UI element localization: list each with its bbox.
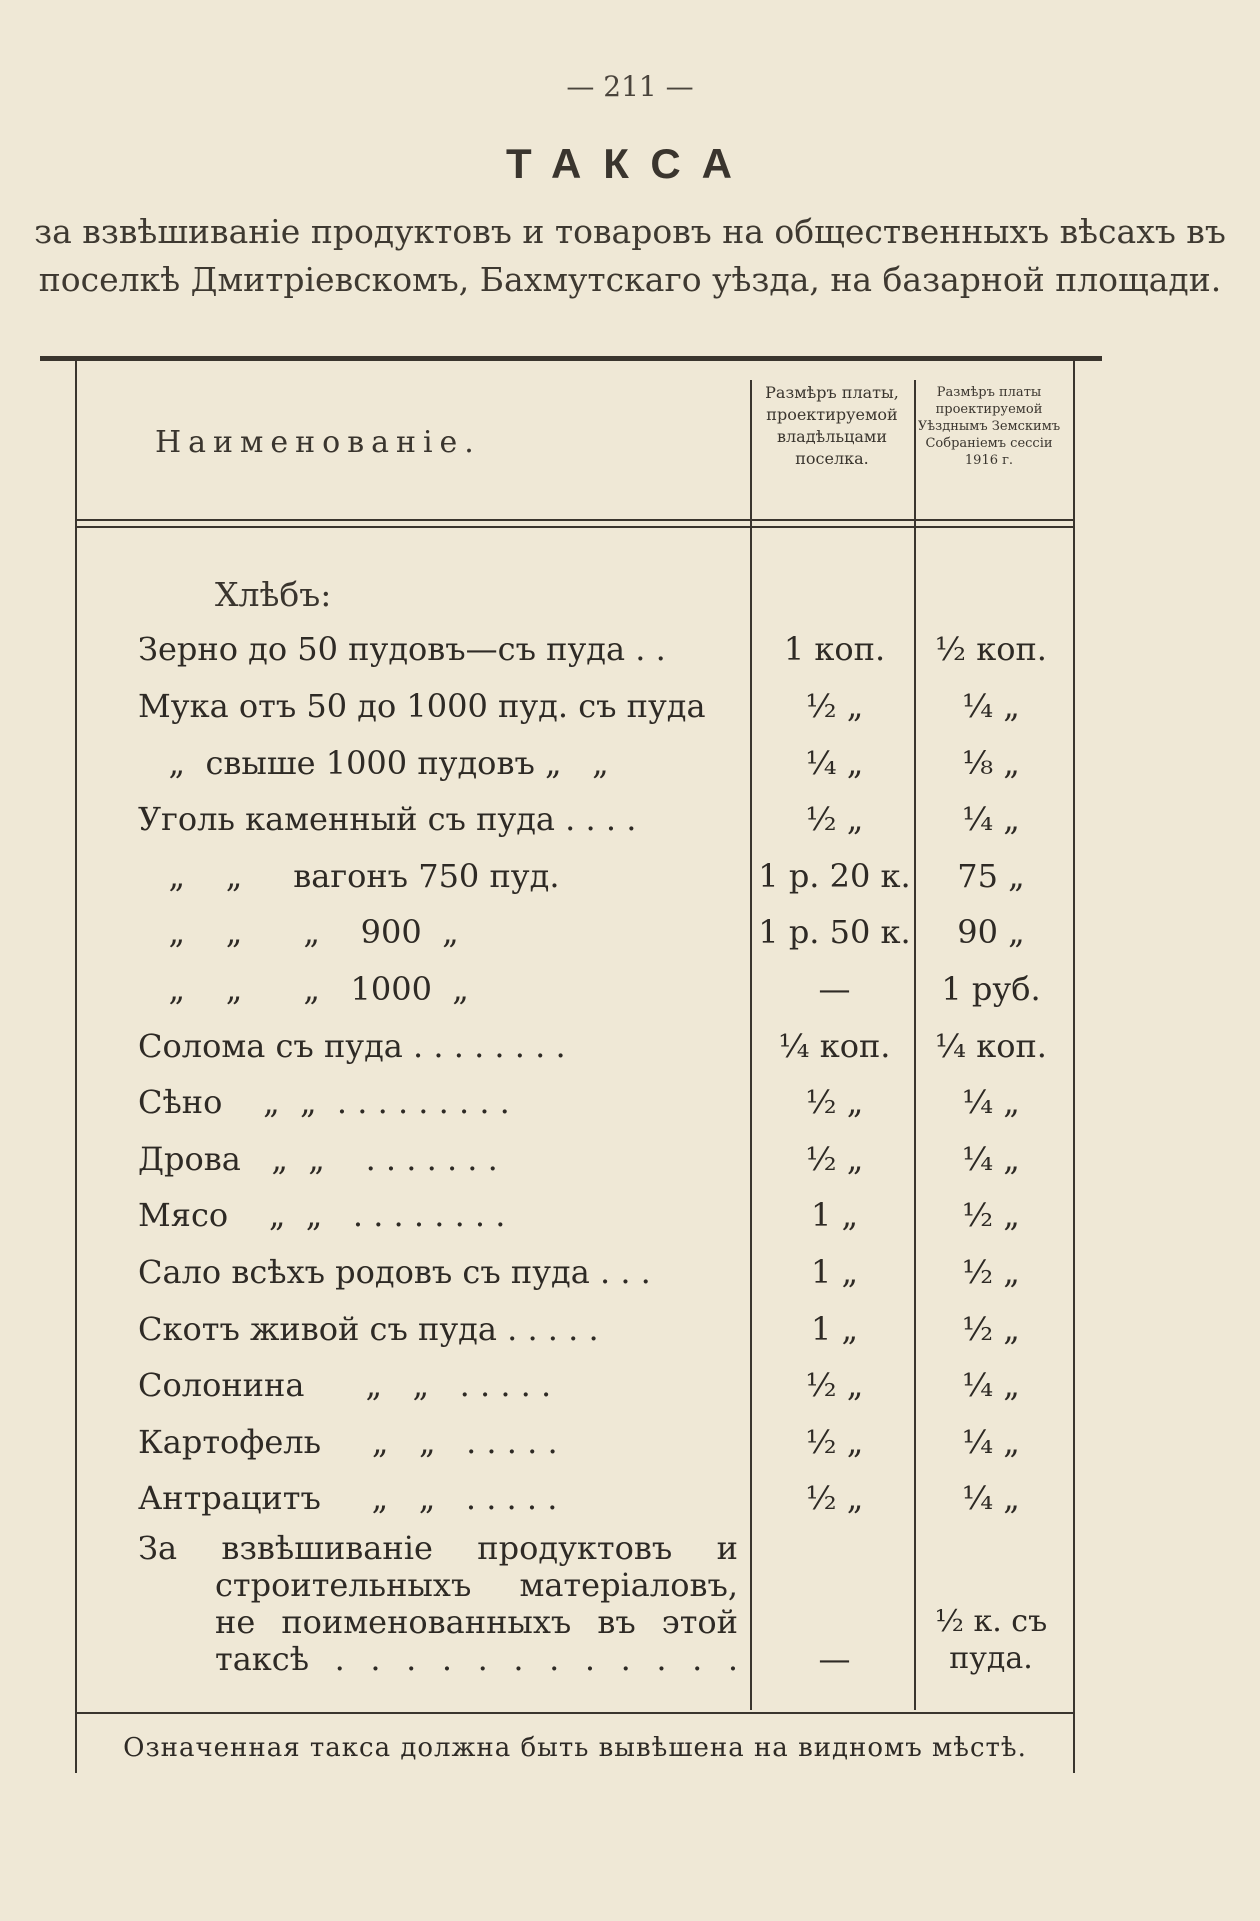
- row-assembly-rate: ⅛ „: [962, 744, 1020, 782]
- row-name: Мука отъ 50 до 1000 пуд. съ пуда: [138, 687, 706, 725]
- row-assembly-rate: ¼ „: [962, 800, 1020, 838]
- header-rule-top: [75, 519, 1073, 521]
- table-row: [0, 1027, 1260, 1073]
- row-name: Уголь каменный съ пуда . . . .: [138, 800, 637, 838]
- row-assembly-rate: ½ коп.: [935, 630, 1047, 668]
- page-number: — 211 —: [566, 70, 694, 103]
- row-name: Солома съ пуда . . . . . . . .: [138, 1027, 566, 1065]
- row-owners-rate: 1 коп.: [783, 630, 886, 668]
- row-owners-rate: ¼ коп.: [778, 1027, 891, 1065]
- row-owners-rate: —: [818, 970, 851, 1008]
- last-row-line: не поименованныхъ въ этой: [215, 1603, 738, 1641]
- row-owners-rate: ½ „: [805, 1479, 864, 1517]
- table-row: [0, 1423, 1260, 1469]
- row-name: Картофель „ „ . . . . .: [138, 1423, 558, 1461]
- section-heading: Хлѣбъ:: [215, 575, 332, 614]
- row-owners-rate: ½ „: [805, 1083, 864, 1121]
- last-row-line: таксѣ . . . . . . . . . . . .: [215, 1640, 738, 1678]
- row-assembly-rate: ¼ „: [962, 1083, 1020, 1121]
- row-owners-rate: 1 р. 20 к.: [758, 857, 911, 895]
- last-row-assembly-line: пуда.: [949, 1641, 1033, 1676]
- row-name: Сало всѣхъ родовъ съ пуда . . .: [138, 1253, 651, 1291]
- row-name: Сѣно „ „ . . . . . . . . .: [138, 1083, 510, 1121]
- page-subtitle: за взвѣшиваніе продуктовъ и товаровъ на общественныхъ вѣсахъ въ поселкѣ Дмитріевскомъ, Бахмутскаго уѣзда, на базарной площади.: [34, 212, 1226, 299]
- last-row-assembly-rate: [915, 1603, 1067, 1677]
- row-assembly-rate: ¼ „: [962, 687, 1020, 725]
- row-owners-rate: ½ „: [805, 687, 864, 725]
- row-owners-rate: ½ „: [805, 1423, 864, 1461]
- row-owners-rate: 1 „: [810, 1253, 859, 1291]
- table-row: [0, 857, 1260, 903]
- row-name: Антрацитъ „ „ . . . . .: [138, 1479, 558, 1517]
- footer-note: Означенная такса должна быть вывѣшена на видномъ мѣстѣ.: [123, 1733, 1027, 1763]
- last-row-line: строительныхъ матеріаловъ,: [215, 1566, 738, 1604]
- last-row-owners-rate: —: [818, 1640, 851, 1678]
- header-col-owners: Размѣръ платы, проектируемой владѣльцами поселка.: [765, 383, 899, 468]
- row-owners-rate: 1 „: [810, 1310, 859, 1348]
- row-name: „ „ „ 1000 „: [138, 970, 469, 1008]
- header-col-assembly: Размѣръ платы проектируемой Уѣзднымъ Земскимъ Собраніемъ сессіи 1916 г.: [917, 385, 1061, 468]
- row-name: Солонина „ „ . . . . .: [138, 1366, 552, 1404]
- last-row-name: [138, 1530, 738, 1678]
- table-row: [0, 1479, 1260, 1525]
- row-assembly-rate: ¼ „: [962, 1479, 1020, 1517]
- row-name: „ „ „ 900 „: [138, 913, 459, 951]
- last-row-assembly-line: ½ к. съ: [934, 1604, 1048, 1639]
- table-row: [0, 970, 1260, 1016]
- row-name: Дрова „ „ . . . . . . .: [138, 1140, 498, 1178]
- table-row: [0, 1310, 1260, 1356]
- row-owners-rate: ¼ „: [805, 744, 864, 782]
- page-title: ТАКСА: [505, 140, 755, 187]
- table-row: [0, 1140, 1260, 1186]
- row-assembly-rate: ¼ „: [962, 1366, 1020, 1404]
- row-owners-rate: 1 р. 50 к.: [758, 913, 911, 951]
- table-row: [0, 800, 1260, 846]
- row-assembly-rate: 90 „: [957, 913, 1025, 951]
- row-name: „ „ вагонъ 750 пуд.: [138, 857, 560, 895]
- header-name: Наименованіе.: [155, 425, 481, 460]
- row-owners-rate: 1 „: [810, 1196, 859, 1234]
- table-row: [0, 687, 1260, 733]
- row-assembly-rate: ½ „: [962, 1310, 1020, 1348]
- row-name: „ свыше 1000 пудовъ „ „: [138, 744, 609, 782]
- last-row-line: За взвѣшиваніе продуктовъ и: [138, 1529, 738, 1567]
- row-assembly-rate: ½ „: [962, 1196, 1020, 1234]
- row-assembly-rate: ¼ коп.: [935, 1027, 1047, 1065]
- table-row: [0, 744, 1260, 790]
- row-assembly-rate: 75 „: [957, 857, 1025, 895]
- row-name: Мясо „ „ . . . . . . . .: [138, 1196, 506, 1234]
- table-row: [0, 1366, 1260, 1412]
- row-name: Зерно до 50 пудовъ—съ пуда . .: [138, 630, 666, 668]
- footer-rule: [75, 1712, 1073, 1714]
- row-owners-rate: ½ „: [805, 1140, 864, 1178]
- table-row: [0, 1083, 1260, 1129]
- row-owners-rate: ½ „: [805, 800, 864, 838]
- row-name: Скотъ живой съ пуда . . . . .: [138, 1310, 599, 1348]
- table-row: [0, 630, 1260, 676]
- table-row: [0, 1196, 1260, 1242]
- row-owners-rate: ½ „: [805, 1366, 864, 1404]
- row-assembly-rate: 1 руб.: [941, 970, 1041, 1008]
- row-assembly-rate: ¼ „: [962, 1140, 1020, 1178]
- row-assembly-rate: ¼ „: [962, 1423, 1020, 1461]
- table-row: [0, 1253, 1260, 1299]
- header-rule-bottom: [75, 526, 1073, 528]
- table-row: [0, 913, 1260, 959]
- row-assembly-rate: ½ „: [962, 1253, 1020, 1291]
